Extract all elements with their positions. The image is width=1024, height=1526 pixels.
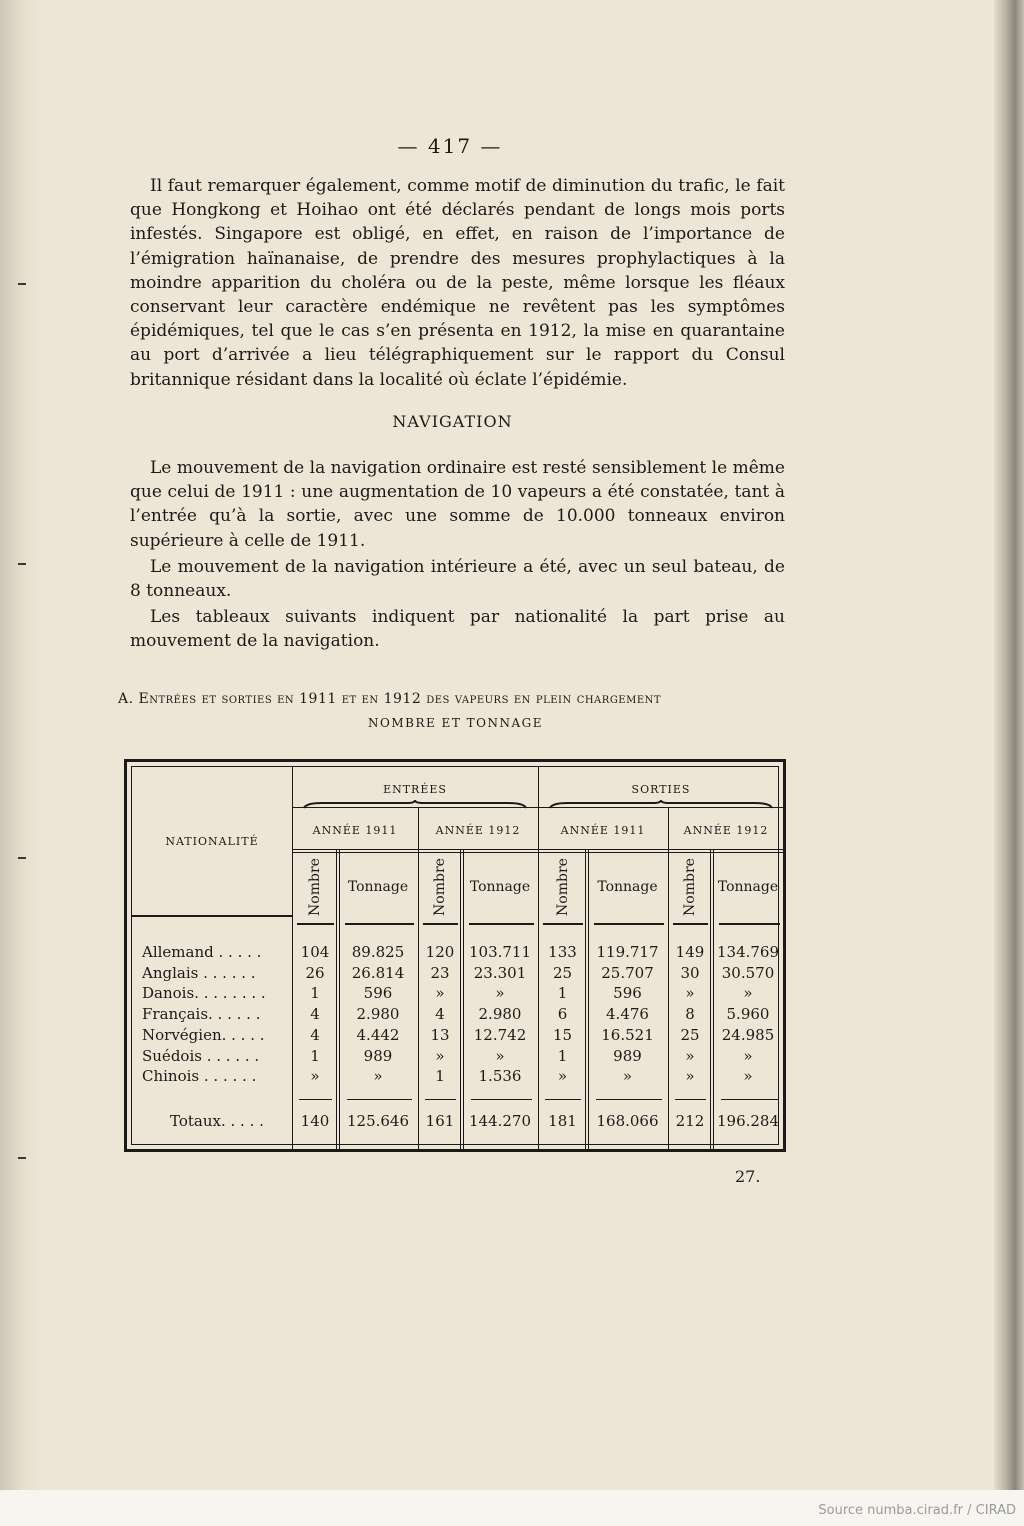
table-hline — [596, 1099, 662, 1100]
tonnage-header: Tonnage — [597, 879, 658, 895]
table-cell: 4 — [310, 1005, 320, 1024]
table-cell: 8 — [685, 1005, 695, 1024]
page-number: — 417 — — [397, 134, 503, 158]
table-hline — [543, 923, 583, 925]
table-cell: 596 — [363, 984, 393, 1003]
table-cell: 24.985 — [721, 1025, 775, 1044]
totals-cell: 140 — [300, 1112, 330, 1130]
table-hline — [345, 923, 414, 925]
totals-cell: 161 — [425, 1112, 455, 1130]
table-cell: » — [435, 984, 445, 1003]
table-cell: 1 — [310, 984, 320, 1003]
table-cell: 26 — [305, 963, 325, 982]
totals-cell: 212 — [675, 1112, 705, 1130]
intro-paragraph: Il faut remarquer également, comme motif de diminution du trafic, le fait que Hongkong et Hoihao ont été déclarés pendant de longs mois ports infestés. Singapore est obligé, en effet, en raison de l’importance de l’émigration haïnanaise, de prendre des mesures prophylactiques à la moindre apparition du choléra ou de la peste, même lorsque les fléaux conservant leur caractère endémique ne revêtent pas les symptômes épidémiques, tel que le cas s’en présenta en 1912, la mise en quarantaine au port d’arrivée a lieu télégraphiquement sur le rapport du Consul britannique résidant dans la localité où éclate l’épidémie. — [130, 176, 785, 390]
table-cell: 133 — [548, 943, 577, 961]
margin-mark — [18, 283, 26, 285]
table-cell: 12.742 — [473, 1025, 527, 1044]
navigation-paragraph-3: Les tableaux suivants indiquent par nationalité la part prise au mouvement de la navigation. — [130, 607, 785, 652]
table-cell: 5.960 — [726, 1005, 770, 1024]
table-cell: 1 — [435, 1067, 445, 1086]
table-cell: 1 — [310, 1046, 320, 1065]
table-cell: 2.980 — [356, 1005, 400, 1024]
table-hline — [471, 1099, 532, 1100]
sorties-header: SORTIES — [631, 783, 691, 796]
table-cell: 2.980 — [478, 1005, 522, 1024]
table-cell: 15 — [552, 1025, 573, 1044]
margin-mark — [18, 1157, 26, 1159]
nationality-header: NATIONALITÉ — [165, 835, 259, 848]
table-hline — [423, 923, 458, 925]
nombre-header: Nombre — [432, 858, 448, 916]
section-heading: NAVIGATION — [392, 412, 513, 431]
year-header-1912-entrees: ANNÉE 1912 — [435, 824, 521, 837]
tonnage-header: Tonnage — [347, 879, 409, 895]
table-hline — [299, 1099, 332, 1100]
table-cell: 25 — [680, 1025, 700, 1044]
table-cell: 89.825 — [351, 943, 405, 961]
table-cell: 4 — [435, 1005, 445, 1024]
margin-mark — [18, 563, 26, 565]
table-hline — [719, 923, 780, 925]
table-cell: 30.570 — [721, 963, 775, 982]
tonnage-header: Tonnage — [469, 879, 531, 895]
table-cell: 4.442 — [356, 1025, 400, 1044]
table-hline — [721, 1099, 778, 1100]
row-nationality: Chinois . . . . . . — [142, 1067, 257, 1086]
table-cell: 989 — [613, 1046, 642, 1065]
table-cell: 120 — [425, 943, 455, 961]
table-cell: 1 — [557, 1046, 568, 1065]
year-header-1911-sorties: ANNÉE 1911 — [560, 824, 646, 837]
tonnage-header: Tonnage — [717, 879, 779, 895]
table-cell: » — [743, 1067, 753, 1086]
footer-page-number: 27. — [735, 1167, 761, 1186]
table-hline — [545, 1099, 581, 1100]
totals-cell: 181 — [548, 1112, 577, 1130]
table-cell: 1.536 — [478, 1067, 522, 1086]
table-cell: 134.769 — [716, 943, 780, 961]
table-cell: 104 — [300, 943, 330, 961]
table-cell: 25 — [552, 963, 573, 982]
row-nationality: Danois. . . . . . . . — [142, 984, 266, 1003]
table-cell: » — [310, 1067, 320, 1086]
year-header-1912-sorties: ANNÉE 1912 — [683, 824, 769, 837]
table-cell: 23.301 — [473, 963, 527, 982]
table-cell: 13 — [430, 1025, 450, 1044]
table-cell: 23 — [430, 963, 450, 982]
table-cell: 26.814 — [351, 963, 405, 982]
table-hline — [675, 1099, 706, 1100]
table-hline — [293, 849, 784, 850]
page-stack-edge — [994, 0, 1024, 1490]
table-cell: » — [373, 1067, 383, 1086]
table-cell: » — [685, 1067, 695, 1086]
source-credit: Source numba.cirad.fr / CIRAD — [818, 1503, 1016, 1518]
table-cell: » — [685, 984, 695, 1003]
table-hline — [132, 915, 292, 917]
table-cell: 6 — [557, 1005, 568, 1024]
row-nationality: Norvégien. . . . . — [142, 1025, 265, 1044]
table-cell: » — [435, 1046, 445, 1065]
table-hline — [297, 923, 334, 925]
table-hline — [673, 923, 708, 925]
totals-cell: 168.066 — [596, 1112, 659, 1130]
table-cell: » — [495, 1046, 505, 1065]
entrees-brace — [302, 799, 528, 809]
table-cell: 4.476 — [606, 1005, 649, 1024]
row-nationality: Anglais . . . . . . — [142, 963, 256, 982]
margin-mark — [18, 857, 26, 859]
table-cell: 1 — [557, 984, 568, 1003]
table-subcaption: NOMBRE ET TONNAGE — [368, 716, 543, 730]
table-hline — [425, 1099, 456, 1100]
table-hline — [347, 1099, 412, 1100]
nombre-header: Nombre — [682, 858, 698, 916]
table-cell: 149 — [675, 943, 705, 961]
nombre-header: Nombre — [307, 858, 323, 916]
totals-cell: 196.284 — [716, 1112, 780, 1130]
table-cell: » — [743, 984, 753, 1003]
table-cell: 4 — [310, 1025, 320, 1044]
totals-label: Totaux. . . . . — [170, 1112, 264, 1130]
year-header-1911-entrees: ANNÉE 1911 — [312, 824, 398, 837]
table-cell: 16.521 — [601, 1025, 654, 1044]
totals-cell: 125.646 — [346, 1112, 410, 1130]
table-cell: » — [743, 1046, 753, 1065]
table-cell: 25.707 — [601, 963, 654, 982]
table-cell: 596 — [613, 984, 642, 1003]
entrees-header: ENTRÉES — [383, 783, 447, 796]
table-hline — [469, 923, 534, 925]
totals-cell: 144.270 — [468, 1112, 532, 1130]
table-body — [131, 766, 779, 1145]
table-cell: » — [557, 1067, 568, 1086]
nombre-header: Nombre — [554, 858, 571, 916]
table-cell: 103.711 — [468, 943, 532, 961]
navigation-paragraph-1: Le mouvement de la navigation ordinaire est resté sensiblement le même que celui de 1911 : une augmentation de 10 vapeurs a été constatée, tant à l’entrée qu’à la sortie, avec une somme de 10.000 tonneaux environ supérieure à celle de 1911. — [130, 458, 785, 551]
page-binding-edge — [0, 0, 40, 1490]
sorties-brace — [548, 799, 774, 809]
navigation-paragraph-2: Le mouvement de la navigation intérieure a été, avec un seul bateau, de 8 tonneaux. — [130, 557, 785, 602]
row-nationality: Français. . . . . . — [142, 1005, 261, 1024]
table-cell: » — [495, 984, 505, 1003]
row-nationality: Allemand . . . . . — [142, 943, 262, 961]
table-cell: » — [685, 1046, 695, 1065]
table-cell: 30 — [680, 963, 700, 982]
row-nationality: Suédois . . . . . . — [142, 1046, 260, 1065]
table-caption: A. Entrées et sorties en 1911 et en 1912 des vapeurs en plein chargement — [118, 691, 662, 707]
table-hline — [293, 852, 784, 853]
table-cell: 119.717 — [596, 943, 659, 961]
table-cell: » — [622, 1067, 633, 1086]
table-cell: 989 — [363, 1046, 393, 1065]
navigation-table — [124, 759, 786, 1152]
table-hline — [594, 923, 664, 925]
